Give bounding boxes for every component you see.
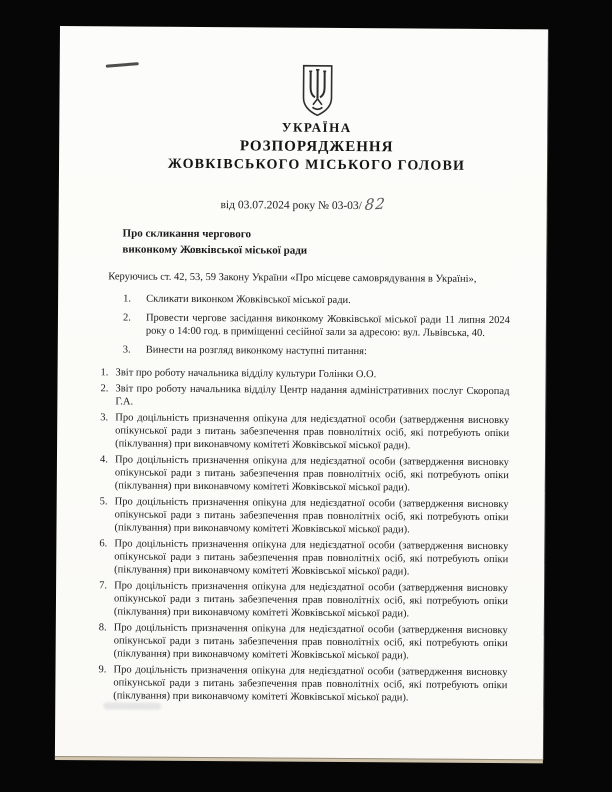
directives-list	[95, 292, 510, 359]
item-number: 6.	[99, 538, 108, 550]
subject-line-2: виконкому Жовківської міської ради	[122, 242, 308, 257]
item-number: 4.	[99, 454, 108, 466]
item-number: 2.	[122, 312, 131, 324]
agenda-item	[93, 537, 508, 579]
date-and-number-line	[96, 193, 511, 214]
item-number: 1.	[123, 293, 132, 305]
item-number: 9.	[98, 664, 107, 676]
handwritten-doc-number: 82	[364, 194, 387, 214]
agenda-item	[94, 411, 509, 453]
item-number: 7.	[99, 580, 108, 592]
agenda-item	[92, 663, 507, 705]
directive-item	[95, 311, 510, 340]
item-text: Про доцільність призначення опікуна для недієздатної особи (затвердження висновку опікунської ради з питань забезпечення прав повнолітніх осіб, які потребують опіки (піклування) при виконавчому комітеті Жовківської міської ради).	[113, 622, 508, 662]
item-text: Про доцільність призначення опікуна для недієздатної особи (затвердження висновку опікунської ради з питань забезпечення прав повнолітніх осіб, які потребують опіки (піклування) при виконавчому комітеті Жовківської міської ради).	[114, 538, 509, 578]
item-text: Про доцільність призначення опікуна для недієздатної особи (затвердження висновку опікунської ради з питань забезпечення прав повнолітніх осіб, які потребують опіки (піклування) при виконавчому комітеті Жовківської міської ради).	[114, 496, 509, 536]
agenda-item	[94, 382, 509, 411]
agenda-item	[93, 495, 508, 537]
item-number: 8.	[98, 622, 107, 634]
document-content	[92, 26, 512, 708]
item-number: 3.	[122, 344, 131, 356]
agenda-item	[93, 621, 508, 663]
country-name: УКРАЇНА	[281, 119, 352, 136]
agenda-item	[93, 579, 508, 621]
document-type-title: РОЗПОРЯДЖЕННЯ	[239, 138, 394, 156]
document-header	[96, 62, 512, 175]
emblem-row	[122, 62, 511, 119]
directive-item	[95, 343, 510, 359]
item-text: Скликати виконком Жовківської міської ради.	[146, 293, 351, 307]
item-text: Про доцільність призначення опікуна для недієздатної особи (затвердження висновку опікунської ради з питань забезпечення прав повнолітніх осіб, які потребують опіки (піклування) при виконавчому комітеті Жовківської міської ради).	[114, 454, 510, 494]
authority-title: ЖОВКІВСЬКОГО МІСЬКОГО ГОЛОВИ	[167, 156, 466, 174]
item-number: 3.	[100, 412, 109, 424]
preamble-text: Керуючись ст. 42, 53, 59 Закону України «Про місцеве самоврядування в Україні»,	[108, 271, 477, 285]
scanned-document-page	[55, 26, 548, 760]
item-text: Винести на розгляд виконкому наступні питання:	[145, 344, 367, 358]
item-number: 5.	[99, 496, 108, 508]
item-text: Про доцільність призначення опікуна для недієздатної особи (затвердження висновку опікунської ради з питань забезпечення прав повнолітніх осіб, які потребують опіки (піклування) при виконавчому комітеті Жовківської міської ради).	[115, 412, 510, 452]
agenda-list	[92, 366, 509, 705]
subject-line-1: Про скликання чергового	[122, 227, 252, 241]
agenda-item	[95, 366, 510, 382]
date-number-prefix: від 03.07.2024 року № 03-03/	[220, 199, 362, 213]
item-text: Про доцільність призначення опікуна для недієздатної особи (затвердження висновку опікунської ради з питань забезпечення прав повнолітніх осіб, які потребують опіки (піклування) при виконавчому комітеті Жовківської міської ради).	[113, 580, 509, 620]
item-number: 2.	[100, 383, 109, 395]
item-text: Про доцільність призначення опікуна для недієздатної особи (затвердження висновку опікунської ради з питань забезпечення прав повнолітніх осіб, які потребують опіки (піклування) при виконавчому комітеті Жовківської міської ради).	[113, 664, 508, 704]
agenda-item	[94, 453, 509, 495]
subject-title	[122, 226, 510, 260]
item-number: 1.	[100, 367, 109, 379]
item-text: Звіт про роботу начальника відділу культури Голінки О.О.	[115, 367, 377, 381]
directive-item	[95, 292, 510, 308]
item-text: Звіт про роботу начальника відділу Центр надання адміністративних послуг Скоропад Г.А.	[115, 383, 510, 408]
item-text: Провести чергове засідання виконкому Жовківської міської ради 11 липня 2024 року о 14:00 год. в приміщенні сесійної зали за адресою: вул. Львівська, 40.	[145, 312, 510, 339]
page-bottom-edge	[55, 756, 543, 763]
